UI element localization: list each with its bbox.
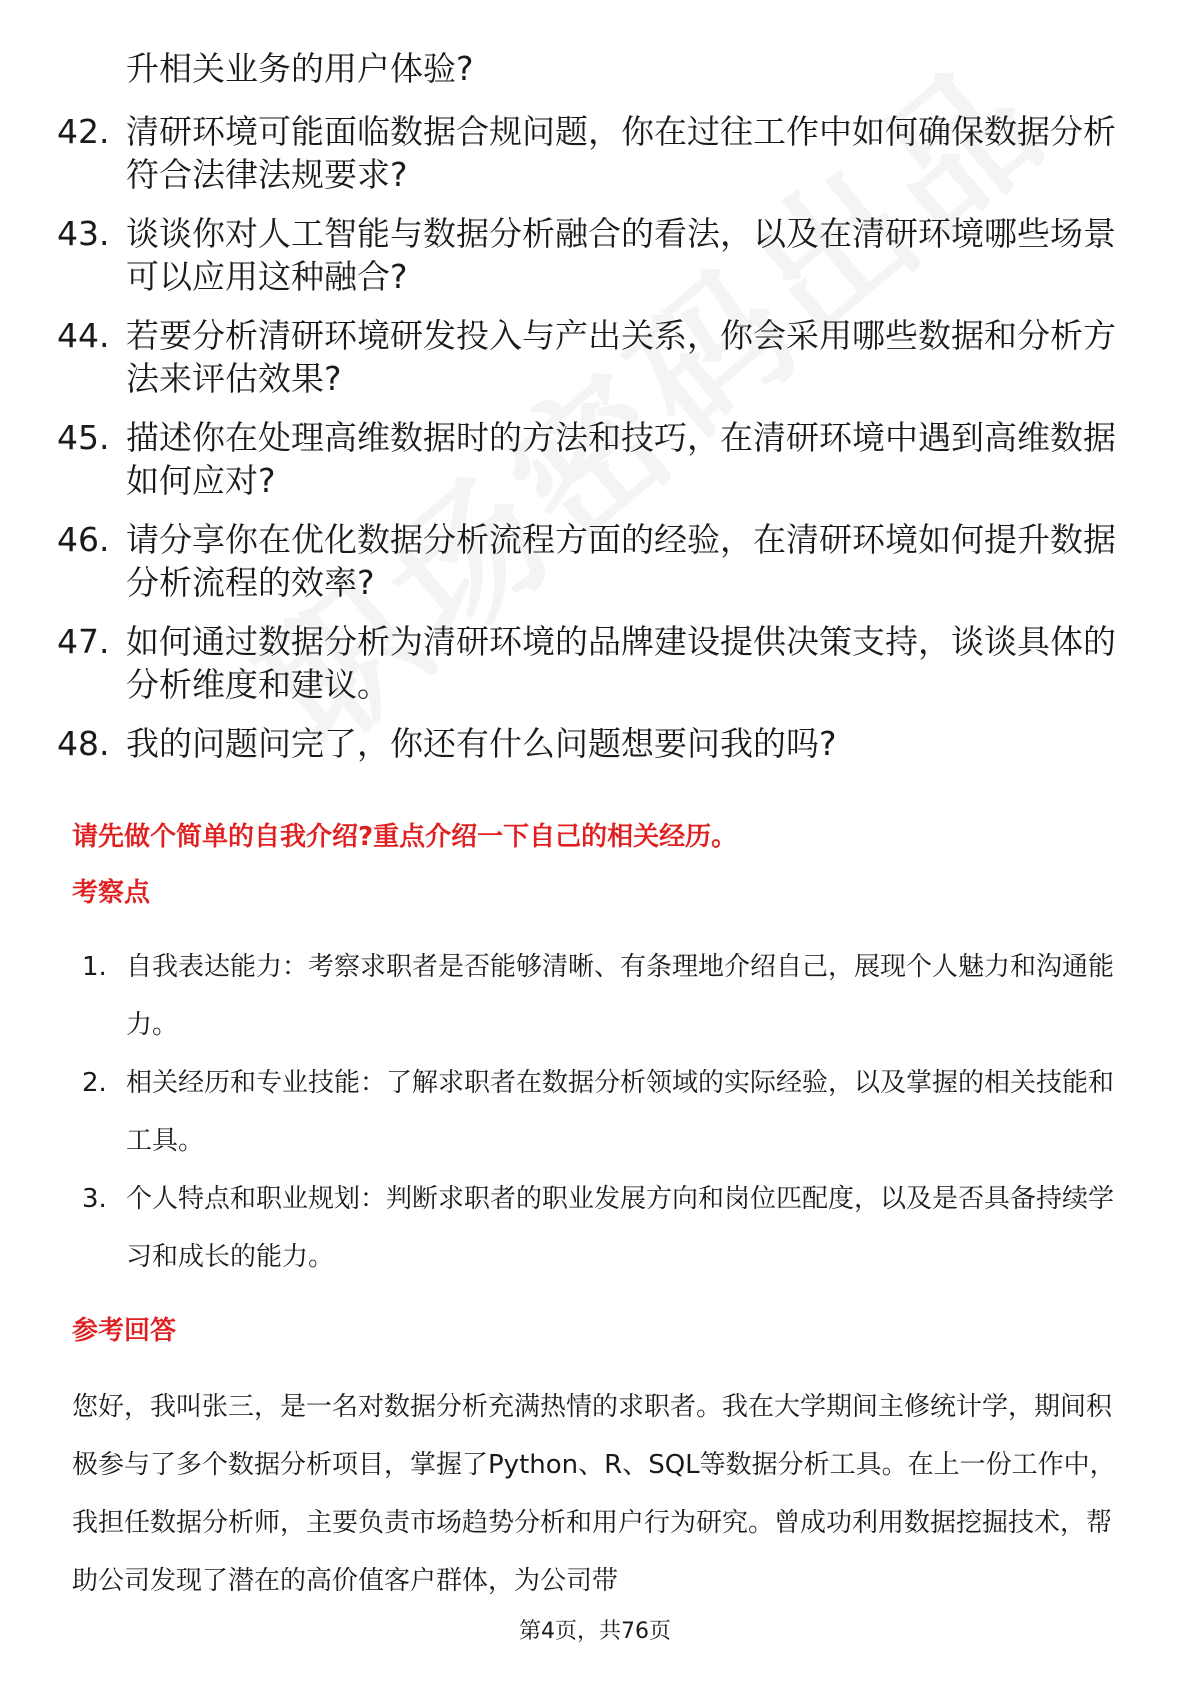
question-item bbox=[57, 620, 1117, 706]
point-text: 个人特点和职业规划：判断求职者的职业发展方向和岗位匹配度，以及是否具备持续学习和成长的能力。 bbox=[126, 1184, 1115, 1272]
question-number: 47. bbox=[57, 622, 110, 661]
question-item bbox=[57, 212, 1117, 298]
question-number: 44. bbox=[57, 316, 110, 355]
question-item bbox=[57, 416, 1117, 502]
question-continuation: 升相关业务的用户体验? bbox=[126, 49, 474, 88]
point-text: 相关经历和专业技能：了解求职者在数据分析领域的实际经验，以及掌握的相关技能和工具。 bbox=[126, 1068, 1115, 1156]
point-number: 3. bbox=[82, 1184, 107, 1214]
question-list bbox=[57, 110, 1117, 781]
question-number: 42. bbox=[57, 112, 110, 151]
point-item bbox=[82, 938, 1122, 1054]
question-text: 描述你在处理高维数据时的方法和技巧，在清研环境中遇到高维数据如何应对? bbox=[126, 418, 1116, 500]
question-text: 如何通过数据分析为清研环境的品牌建设提供决策支持，谈谈具体的分析维度和建议。 bbox=[126, 622, 1116, 704]
detail-question-heading: 请先做个简单的自我介绍?重点介绍一下自己的相关经历。 bbox=[72, 822, 738, 852]
question-text: 谈谈你对人工智能与数据分析融合的看法，以及在清研环境哪些场景可以应用这种融合? bbox=[126, 214, 1116, 296]
question-item bbox=[57, 314, 1117, 400]
point-text: 自我表达能力：考察求职者是否能够清晰、有条理地介绍自己，展现个人魅力和沟通能力。 bbox=[126, 952, 1115, 1040]
question-item bbox=[57, 110, 1117, 196]
point-number: 1. bbox=[82, 952, 107, 982]
point-item bbox=[82, 1054, 1122, 1170]
question-item bbox=[57, 722, 1117, 765]
question-text: 请分享你在优化数据分析流程方面的经验，在清研环境如何提升数据分析流程的效率? bbox=[126, 520, 1116, 602]
question-number: 43. bbox=[57, 214, 110, 253]
point-number: 2. bbox=[82, 1068, 107, 1098]
question-number: 48. bbox=[57, 724, 110, 763]
question-text: 若要分析清研环境研发投入与产出关系，你会采用哪些数据和分析方法来评估效果? bbox=[126, 316, 1116, 398]
points-list bbox=[82, 938, 1122, 1286]
points-heading: 考察点 bbox=[72, 878, 151, 908]
question-text: 清研环境可能面临数据合规问题，你在过往工作中如何确保数据分析符合法律法规要求? bbox=[126, 112, 1116, 194]
question-text: 我的问题问完了，你还有什么问题想要问我的吗? bbox=[126, 724, 837, 763]
question-item bbox=[57, 518, 1117, 604]
answer-paragraph: 您好，我叫张三，是一名对数据分析充满热情的求职者。我在大学期间主修统计学，期间积极参与了多个数据分析项目，掌握了Python、R、SQL等数据分析工具。在上一份工作中，我担任数据分析师，主要负责市场趋势分析和用户行为研究。曾成功利用数据挖掘技术，帮助公司发现了潜在的高价值客户群体，为公司带 bbox=[72, 1392, 1116, 1596]
question-number: 46. bbox=[57, 520, 110, 559]
point-item bbox=[82, 1170, 1122, 1286]
question-number: 45. bbox=[57, 418, 110, 457]
page-number-footer: 第4页，共76页 bbox=[519, 1619, 671, 1644]
answer-heading: 参考回答 bbox=[72, 1316, 177, 1346]
